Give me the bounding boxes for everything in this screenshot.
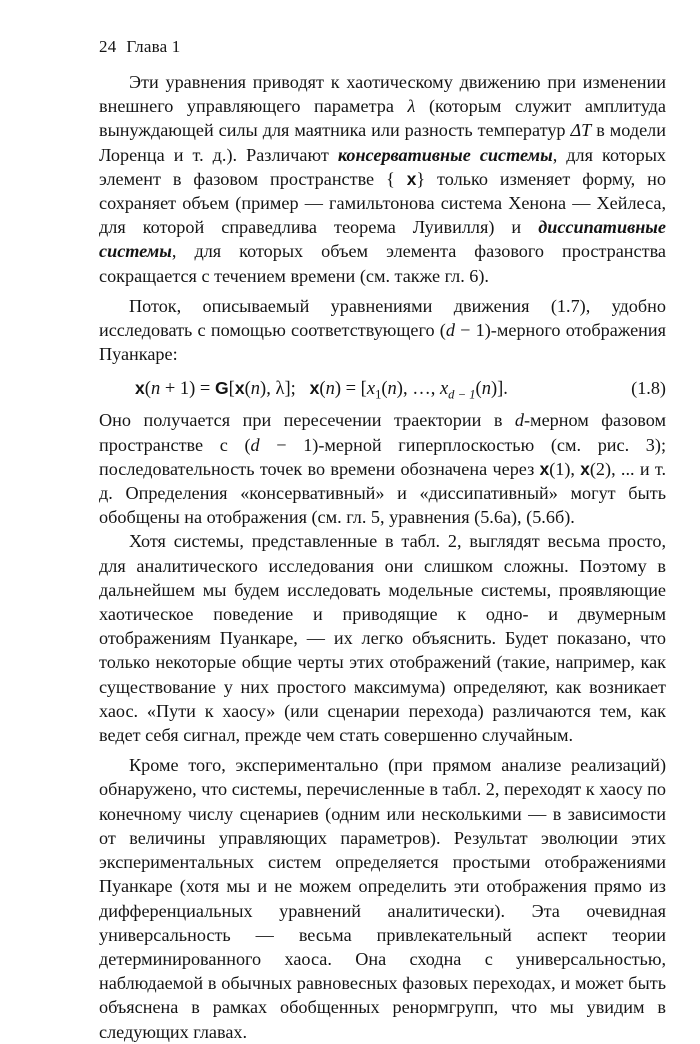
symbol-d: d [445,320,455,341]
vector-x: x [539,458,550,479]
paragraph-1 [99,70,666,288]
text-run: -мерном фазовом пространстве с ( [99,410,666,455]
text-run: только изменяет форму, но сохраняет объем (пример — гамильтонова система Хенона — Хейлеса, для которой справедлива теорема Луивилля) и [99,168,666,238]
paragraph-3 [99,408,666,529]
equation-1-8 [99,375,666,401]
vector-x: x [234,377,245,398]
symbol-d: d [514,410,524,431]
text-run: Поток, описываемый уравнениями движения (1.7), удобно исследовать с помощью соответствующего ( [99,295,666,341]
text-run: − 1)-мерного отображения Пуанкаре: [99,320,666,365]
symbol-n: n [387,378,397,399]
symbol-d: d [250,434,260,455]
text-run: , для которых объем элемента фазового пространства сокращается с течением времени (см. также гл. 6). [99,241,666,286]
equation-body: x(n + 1) = G[x(n), λ]; $x(n) = [x_1(n)$, …, $x_{d - 1}(n)$]. [135,377,508,402]
text-run: Эти уравнения приводят к хаотическому движению при изменении внешнего управляющего параметра [99,72,666,117]
delta-t-symbol: ΔT [570,120,592,141]
text-run: − 1)-мерной гиперплоскостью (см. рис. 3); последовательность точек во времени обозначена через [99,434,666,479]
body-text [99,70,666,1044]
lambda-symbol: λ [275,378,285,399]
vector-g: G [214,377,229,398]
lambda-symbol: λ [407,96,416,117]
ellipsis: … [412,378,431,399]
paragraph-5: Кроме того, экспериментально (при прямом анализе реализаций) обнаружено, что системы, перечисленные в табл. 2, переходят к хаосу по конечному числу сценариев (одним или несколькими — в зависимости от величины управляющих параметров). Результат эволюции этих экспериментальных систем определяется простыми отображениями Пуанкаре (хотя мы и не можем определить эти отображения прямо из дифференциальных уравнений аналитически). Эта очевидная универсальность — весьма привлекательный аспект теории детерминированного хаоса. Она сходна с универсальностью, наблюдаемой в обычных равновесных фазовых переходах, и может быть объяснена в рамках обобщенных ренормгрупп, что мы увидим в следующих главах. [99,755,666,1042]
text-run: , для которых элемент в фазовом пространстве [99,144,667,189]
paragraph-2 [99,294,666,367]
component-x: x [366,378,376,399]
term-conservative-systems: консервативные системы [337,144,553,165]
text-run: в модели Лоренца и т. д.). Различают [99,120,666,165]
subscript: d − 1 [448,387,476,402]
subscript: 1 [375,387,382,402]
symbol-n: n [150,378,161,399]
component-x: x [439,378,449,399]
text-run: (которым служит амплитуда вынуждающей силы для маятника или разность температур [99,96,666,141]
brace-open: { [386,168,407,189]
text-run: Оно получается при пересечении траектории в [99,410,515,431]
vector-x: x [309,377,320,398]
vector-x: x [406,168,417,189]
text-run: (2), ... и т. д. Определения «консервативный» и «диссипативный» могут быть обобщены на отображения (см. гл. 5, уравнения (5.6а), (5.6б). [99,458,666,528]
paragraph-4: Хотя системы, представленные в табл. 2, выглядят весьма просто, для аналитического исследования они слишком сложны. Поэтому в дальнейшем мы будем исследовать модельные системы, проявляющие хаотическое поведение и приводящие к одно- и двумерным отображениям Пуанкаре, — их легко объяснить. Будет показано, что только некоторые общие черты этих отображений (такие, например, как существование у них простого максимума) определяют, как возникает хаос. «Пути к хаосу» (или сценарии перехода) различаются тем, как ведет себя сигнал, прежде чем стать совершенно случайным. [99,531,666,746]
term-dissipative-systems: диссипативные системы [99,217,666,262]
symbol-n: n [250,378,261,399]
symbol-n: n [325,378,335,399]
chapter-title: Глава 1 [126,37,181,56]
brace-close: } [416,168,426,189]
equation-number: (1.8) [631,378,666,399]
symbol-n: n [481,378,491,399]
page-number: 24 [99,37,117,56]
running-head [99,37,180,57]
vector-x: x [135,377,145,398]
text-run: (1), [549,458,581,479]
vector-x: x [580,458,590,479]
